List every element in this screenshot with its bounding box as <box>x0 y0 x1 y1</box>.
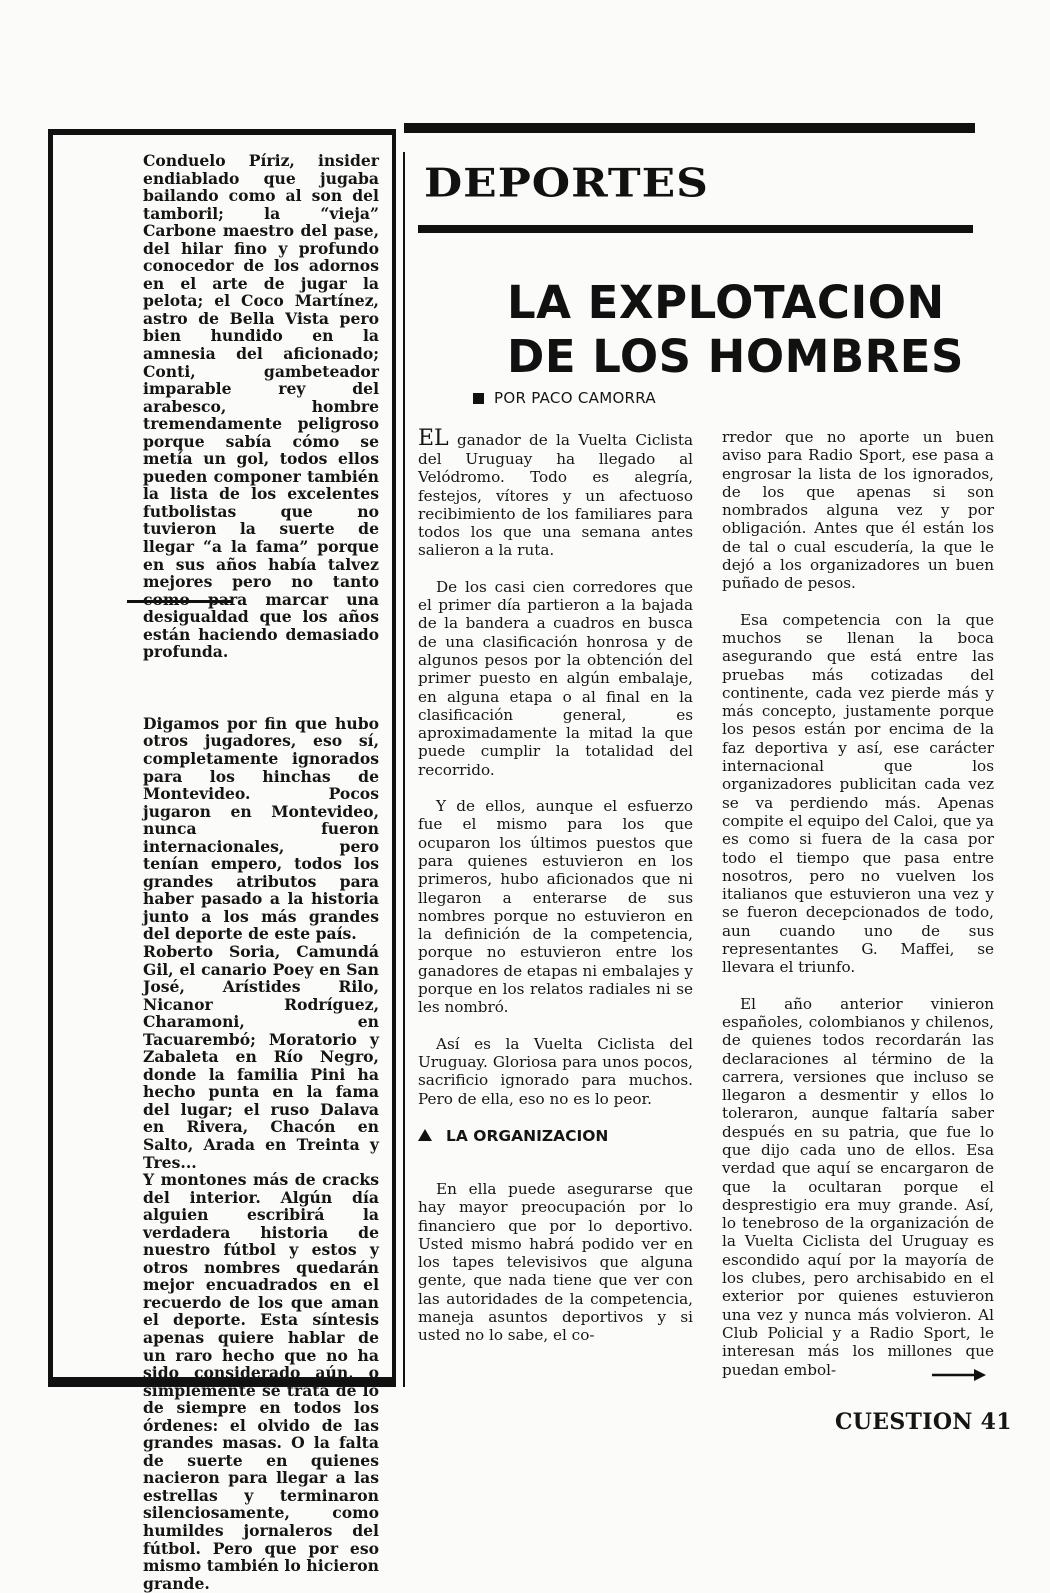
right-paragraph-2: Esa competencia con la que muchos se llenan la boca asegurando que está entre las pruebas más cotizadas del continente, cada vez pierde más y más concepto, justamente porque los pesos están por encima de la faz deportiva y así, ese carácter internacional que los organizadores publicitan cada vez se va perdiendo más. Apenas compite el equipo del Caloi, que ya es como si fuera de la casa por todo el tiempo que pasa entre nosotros, pero no vuelven los italianos que estuvieron una vez y se fueron decepcionados de todo, aun cuando uno de sus representantes G. Maffei, se llevara el triunfo. <box>722 610 994 977</box>
triangle-bullet-icon <box>418 1129 432 1141</box>
left-paragraph-1: Conduelo Píriz, insider endiablado que jugaba bailando como al son del tamboril; la “vieja” Carbone maestro del pase, del hilar fino y profundo conocedor de los adornos en el arte de jugar la pelota; el Coco Martínez, astro de Bella Vista pero bien hundido en la amnesia del aficionado; Conti, gambeteador imparable rey del arabesco, hombre tremendamente peligroso porque sabía cómo se metía un gol, todos ellos pueden componer también la lista de los excelentes futbolistas que no tuvieron la suerte de llegar “a la fama” porque en sus años había talvez mejores pero no tanto como para marcar una desigualdad que los años están haciendo demasiado profunda. <box>143 151 379 662</box>
left-paragraph-2: Digamos por fin que hubo otros jugadores, eso sí, completamente ignorados para los hinchas de Montevideo. Pocos jugaron en Montevideo, nunca fueron internacionales, pero tenían empero, todos los grandes atributos para haber pasado a la historia junto a los más grandes del deporte de este país. <box>143 713 379 944</box>
left-box-right-rule <box>392 129 396 1387</box>
subhead-text: LA ORGANIZACION <box>446 1127 609 1145</box>
left-paragraph-4: Y montones más de cracks del interior. Algún día alguien escribirá la verdadera historia de nuestro fútbol y estos y otros nombres quedarán mejor encuadrados en el recuerdo de los que aman el deporte. Esta síntesis apenas quiere hablar de un raro hecho que no ha sido considerado aún, o simplemente se trata de lo de siempre en todos los órdenes: el olvido de las grandes masas. O la falta de suerte en quienes nacieron para llegar a las estrellas y terminaron silenciosamente, como humildes jornaleros del fútbol. Pero que por eso mismo también lo hicieron grande. <box>143 1170 379 1593</box>
right-paragraph-3: El año anterior vinieron españoles, colombianos y chilenos, de quienes todos recordarán las declaraciones al término de la carrera, versiones que incluso se llegaron a desmentir y ellos lo toleraron, aunque faltaría saber después en su patria, que fue lo que dijo cada uno de ellos. Esa verdad que aquí se encargaron de que la ocultaran porque el desprestigio era muy grande. Así, lo tenebroso de la organización de la Vuelta Ciclista del Uruguay es escondido aquí por la mayoría de los clubes, pero archisabido en el exterior por quienes estuvieron una vez y nunca más volvieron. Al Club Policial y a Radio Sport, le interesan más los millones que puedan embol- <box>722 994 994 1379</box>
middle-paragraph-5: En ella puede asegurarse que hay mayor preocupación por lo financiero que por lo deportivo. Usted mismo habrá podido ver en los tapes televisivos que alguna gente, que nada tiene que ver con las autoridades de la competencia, maneja asuntos deportivos y si usted no lo sabe, el co- <box>418 1180 693 1345</box>
article-headline <box>507 276 967 384</box>
middle-column-lower <box>418 1180 693 1345</box>
masthead-top-rule <box>404 123 975 133</box>
headline-line-2: DE LOS HOMBRES <box>507 330 964 383</box>
left-column <box>143 152 379 1592</box>
byline-text: POR PACO CAMORRA <box>494 389 656 407</box>
section-subhead <box>418 1127 608 1145</box>
middle-paragraph-1 <box>418 428 693 560</box>
left-box-left-rule <box>48 129 53 1387</box>
page-footer: CUESTION 41 <box>835 1409 1012 1435</box>
masthead-bottom-rule <box>418 225 973 233</box>
middle-column <box>418 428 693 1108</box>
right-paragraph-1: rredor que no aporte un buen aviso para Radio Sport, ese pasa a engrosar la lista de los ignorados, de los que apenas si son nombrados alguna vez y por obligación. Antes que él están los de tal o cual escudería, la que le dejó a los organizadores un buen puñado de pesos. <box>722 428 994 593</box>
continued-arrow-icon <box>932 1369 986 1381</box>
middle-paragraph-4: Así es la Vuelta Ciclista del Uruguay. Gloriosa para unos pocos, sacrificio ignorado para muchos. Pero de ella, eso no es lo peor. <box>418 1034 693 1108</box>
section-masthead: DEPORTES <box>424 160 709 207</box>
left-box-top-rule <box>48 129 396 135</box>
headline-line-1: LA EXPLOTACION <box>507 276 945 329</box>
middle-column-left-rule <box>403 152 405 1387</box>
right-column <box>722 428 994 1379</box>
middle-paragraph-2: De los casi cien corredores que el primer día partieron a la bajada de la bandera a cuadros en busca de una clasificación honrosa y de algunos pesos por la obtención del primer puesto en algún embalaje, en alguna etapa o al final en la clasificación general, es aproximadamente la mitad la que puede cumplir la totalidad del recorrido. <box>418 577 693 779</box>
left-paragraph-3: Roberto Soria, Camundá Gil, el canario Poey en San José, Arístides Rilo, Nicanor Rodríguez, Charamoni, en Tacuarembó; Moratorio y Zabaleta en Río Negro, donde la familia Pini ha hecho punta en la fama del lugar; el ruso Dalava en Rivera, Chacón en Salto, Arada en Treinta y Tres... <box>143 941 379 1172</box>
square-bullet-icon <box>473 393 484 404</box>
byline <box>473 389 656 407</box>
middle-paragraph-3: Y de ellos, aunque el esfuerzo fue el mismo para los que ocuparon los últimos puestos que para quienes estuvieron en los primeros, hubo aficionados que ni llegaron a enterarse de sus nombres porque no estuvieron en la definición de la competencia, porque no estuvieron entre los ganadores de etapas ni embalajes y porque en los relatos radiales ni se les nombró. <box>418 797 693 1017</box>
middle-paragraph-1-text: ganador de la Vuelta Ciclista del Uruguay ha llegado al Velódromo. Todo es alegría, festejos, vítores y un afectuoso recibimiento de los familiares para todos los que una semana antes salieron a la ruta. <box>418 431 693 560</box>
drop-cap: EL <box>418 426 449 451</box>
